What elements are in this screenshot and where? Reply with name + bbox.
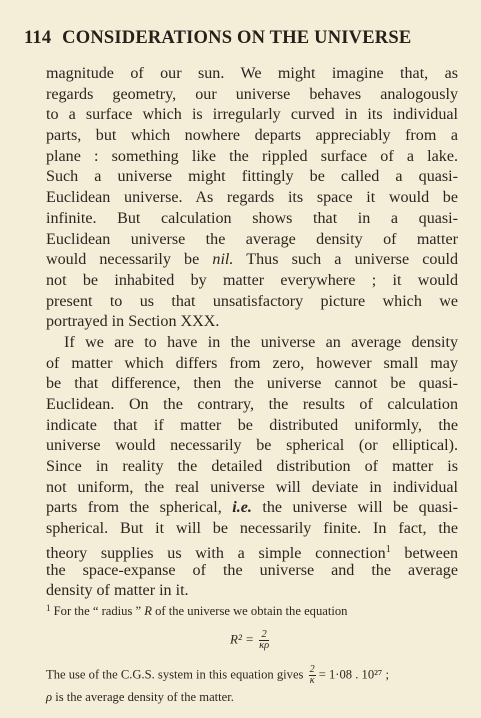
equation-fraction [259, 630, 269, 651]
text-line: present to us that unsatisfactory picture which we [46, 292, 458, 310]
text-line: not uniform, the real universe will deviate in individual [46, 478, 458, 496]
fraction-denominator: κρ [259, 640, 270, 651]
footnote-text: of the universe we obtain the equation [151, 604, 348, 618]
footnote-text: = 1·08 . 10²⁷ ; [315, 667, 389, 682]
fraction-numerator: 2 [309, 664, 315, 675]
footnote-text: For the “ radius ” [53, 604, 145, 618]
fraction-numerator: 2 [259, 630, 269, 641]
text-line: the space-expanse of the universe and the average [46, 561, 458, 579]
text-line: If we are to have in the universe an average density [64, 333, 458, 351]
body-text [46, 64, 458, 602]
footnote-symbol-r: R [144, 604, 152, 618]
italic-ie: i.e. [232, 499, 252, 517]
fraction-denominator: κ [309, 675, 315, 686]
text-line: regards geometry, our universe behaves analogously [46, 85, 458, 103]
text-line: Since in reality the detailed distribution of matter is [46, 458, 458, 476]
text-line: to a surface which is irregularly curved in its individual [46, 106, 458, 124]
footnote-text: The use of the C.G.S. system in this equation gives [46, 667, 307, 682]
footnote-symbol-rho: ρ [46, 690, 53, 704]
text-line: portrayed in Section XXX. [46, 313, 220, 331]
footnote-reference[interactable]: 1 [385, 543, 391, 555]
italic-nil: nil. [212, 251, 234, 269]
footnote-text: is the average density of the matter. [52, 690, 234, 704]
text-line: universe would necessarily be spherical (or elliptical). [46, 437, 458, 455]
text-line: magnitude of our sun. We might imagine that, as [46, 65, 458, 82]
footnote-line [46, 603, 458, 619]
running-title: CONSIDERATIONS ON THE UNIVERSE [62, 28, 412, 48]
equation-fraction [309, 665, 316, 686]
text-line [46, 540, 458, 561]
text-line: density of matter in it. [46, 582, 189, 600]
text-line: plane : something like the rippled surface of a lake. [46, 147, 458, 165]
text-line: spherical. But it will be necessarily finite. In fact, the [46, 520, 458, 538]
text-line: of matter which differs from zero, however small may [46, 354, 458, 372]
footnote-line [46, 690, 458, 705]
page-header [24, 28, 411, 49]
text-line [46, 498, 458, 519]
footnote-equation [230, 630, 269, 651]
text-segment: parts from the spherical, [46, 499, 233, 517]
text-line: not be inhabited by matter everywhere ; it would [46, 271, 458, 289]
text-segment: the universe will be quasi- [251, 499, 459, 517]
text-line: parts, but which nowhere departs appreciably from a [46, 127, 458, 145]
text-segment: between [390, 544, 459, 562]
text-line: Euclidean universe the average density of matter [46, 230, 458, 248]
text-line: infinite. But calculation shows that in a quasi- [46, 209, 458, 227]
footnote-line [46, 665, 458, 686]
text-line: indicate that if matter be distributed uniformly, the [46, 416, 458, 434]
text-line: Euclidean universe. As regards its space it would be [46, 189, 458, 207]
text-segment: theory supplies us with a simple connection [46, 544, 386, 562]
text-segment: Thus such a universe could [233, 251, 458, 269]
text-segment: would necessarily be [46, 251, 213, 269]
text-line: Euclidean. On the contrary, the results of calculation [46, 396, 458, 413]
text-line: be that difference, then the universe cannot be quasi- [46, 375, 458, 393]
equation-lhs: R² = [230, 631, 254, 647]
footnote-marker: 1 [46, 603, 51, 613]
text-line [46, 250, 458, 271]
page-number: 114 [24, 28, 52, 48]
text-line: Such a universe might fittingly be called a quasi- [46, 168, 458, 186]
